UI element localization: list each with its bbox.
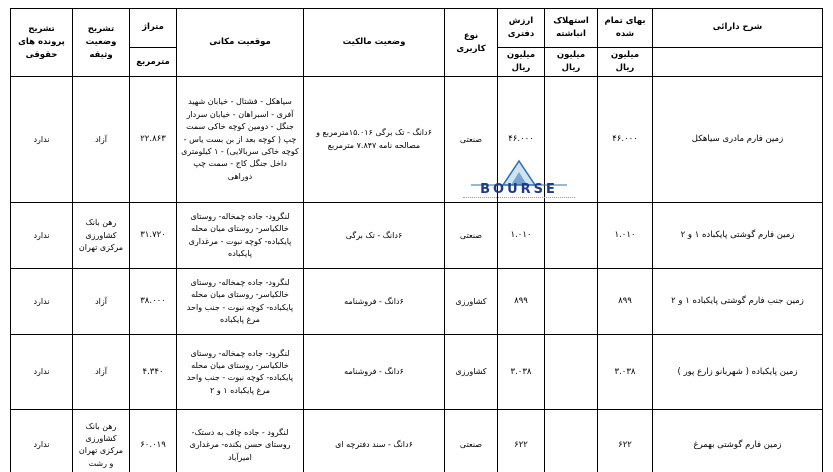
cell-area: ۳۸.۰۰۰: [130, 269, 177, 335]
unit-book-value: میلیون ریال: [498, 48, 545, 77]
cell-depreciation: [545, 410, 598, 472]
cell-usage-type: کشاورزی: [445, 335, 498, 410]
bourse-logo-underline: [463, 197, 575, 200]
cell-total-cost: ۶۲۲: [598, 410, 653, 472]
cell-collateral: آزاد: [73, 269, 130, 335]
cell-description: زمین جنب فارم گوشتی پایکباده ۱ و ۲: [653, 269, 823, 335]
cell-legal-case: ندارد: [11, 335, 73, 410]
cell-usage-type: کشاورزی: [445, 269, 498, 335]
cell-description: زمین فارم گوشتی بهمرغ: [653, 410, 823, 472]
cell-area: ۶۰.۰۱۹: [130, 410, 177, 472]
cell-ownership: ۶دانگ - سند دفترچه ای: [304, 410, 445, 472]
cell-depreciation: [545, 203, 598, 269]
header-description: شرح دارائی: [653, 9, 823, 48]
cell-area: ۴.۳۴۰: [130, 335, 177, 410]
cell-location: لنگرود - جاده چاف به دستک- روستای حسن بکنده- مرغداری امیرآباد: [177, 410, 304, 472]
cell-collateral: رهن بانک کشاورزی مرکزی تهران: [73, 203, 130, 269]
header-description-blank: [653, 48, 823, 77]
cell-book-value: ۴۶.۰۰۰: [498, 77, 545, 203]
cell-depreciation: [545, 335, 598, 410]
cell-book-value: ۱.۰۱۰: [498, 203, 545, 269]
table-row: [11, 269, 823, 335]
cell-book-value: ۸۹۹: [498, 269, 545, 335]
cell-collateral: آزاد: [73, 77, 130, 203]
cell-collateral: رهن بانک کشاورزی مرکزی تهران و رشت: [73, 410, 130, 472]
header-collateral: تشریح وضعیت وثیقه: [73, 9, 130, 77]
cell-ownership: ۶دانگ - تک برگی ۱۵.۰۱۶مترمربع و مصالحه نامه ۷.۸۴۷ مترمربع: [304, 77, 445, 203]
header-area: متراژ: [130, 9, 177, 48]
unit-total-cost: میلیون ریال: [598, 48, 653, 77]
cell-area: ۲۲.۸۶۳: [130, 77, 177, 203]
cell-total-cost: ۱.۰۱۰: [598, 203, 653, 269]
header-total-cost: بهای تمام شده: [598, 9, 653, 48]
cell-ownership: ۶دانگ - فروشنامه: [304, 335, 445, 410]
cell-location: لنگرود- جاده چمخاله- روستای خالکیاسر- روستای میان محله پایکباده- کوچه نبوت - جنب واحد مرغ پایکباده: [177, 269, 304, 335]
cell-description: زمین فارم گوشتی پایکباده ۱ و ۲: [653, 203, 823, 269]
cell-legal-case: ندارد: [11, 410, 73, 472]
cell-total-cost: ۴۶.۰۰۰: [598, 77, 653, 203]
cell-usage-type: صنعتی: [445, 77, 498, 203]
cell-ownership: ۶دانگ - فروشنامه: [304, 269, 445, 335]
table-row: [11, 335, 823, 410]
table-row: [11, 77, 823, 203]
header-legal-case: تشریح پرونده های حقوقی: [11, 9, 73, 77]
header-depreciation: استهلاک انباشته: [545, 9, 598, 48]
cell-usage-type: صنعتی: [445, 410, 498, 472]
cell-location: سیاهکل - فشتال - خیابان شهید آفری - اسبراهان - خیابان سردار جنگل - دومین کوچه خاکی سمت چپ ( کوچه بعد از بن بست یاس - کوچه خاکی سربالایی) - ۱ کیلومتری داخل جنگل کاج - سمت چپ دوراهی: [177, 77, 304, 203]
cell-description: زمین پایکباده ( شهربانو زارع پور ): [653, 335, 823, 410]
cell-description: زمین فارم مادری سیاهکل: [653, 77, 823, 203]
bourse-logo-text: BOURSE: [480, 182, 558, 197]
unit-area: مترمربع: [130, 48, 177, 77]
header-location: موقعیت مکانی: [177, 9, 304, 77]
header-ownership: وضعیت مالکیت: [304, 9, 445, 77]
cell-book-value: ۳.۰۳۸: [498, 335, 545, 410]
cell-total-cost: ۳.۰۳۸: [598, 335, 653, 410]
bourse-logo: [463, 157, 575, 203]
cell-legal-case: ندارد: [11, 77, 73, 203]
header-usage-type: نوع کاربری: [445, 9, 498, 77]
cell-collateral: آزاد: [73, 335, 130, 410]
cell-location: لنگرود- جاده چمخاله- روستای خالکیاسر- روستای میان محله پایکباده- کوچه نبوت - جنب واحد مرغ پایکباده ۱ و ۲: [177, 335, 304, 410]
cell-ownership: ۶دانگ - تک برگی: [304, 203, 445, 269]
asset-table: [10, 8, 823, 472]
table-row: [11, 203, 823, 269]
table-row: [11, 410, 823, 472]
cell-legal-case: ندارد: [11, 269, 73, 335]
cell-book-value: ۶۲۲: [498, 410, 545, 472]
unit-depreciation: میلیون ریال: [545, 48, 598, 77]
cell-location: لنگرود- جاده چمخاله- روستای خالکیاسر- روستای میان محله پایکباده- کوچه نبوت - مرغداری پایکباده: [177, 203, 304, 269]
cell-depreciation: [545, 269, 598, 335]
cell-total-cost: ۸۹۹: [598, 269, 653, 335]
header-book-value: ارزش دفتری: [498, 9, 545, 48]
cell-usage-type: صنعتی: [445, 203, 498, 269]
cell-area: ۳۱.۷۲۰: [130, 203, 177, 269]
cell-legal-case: ندارد: [11, 203, 73, 269]
